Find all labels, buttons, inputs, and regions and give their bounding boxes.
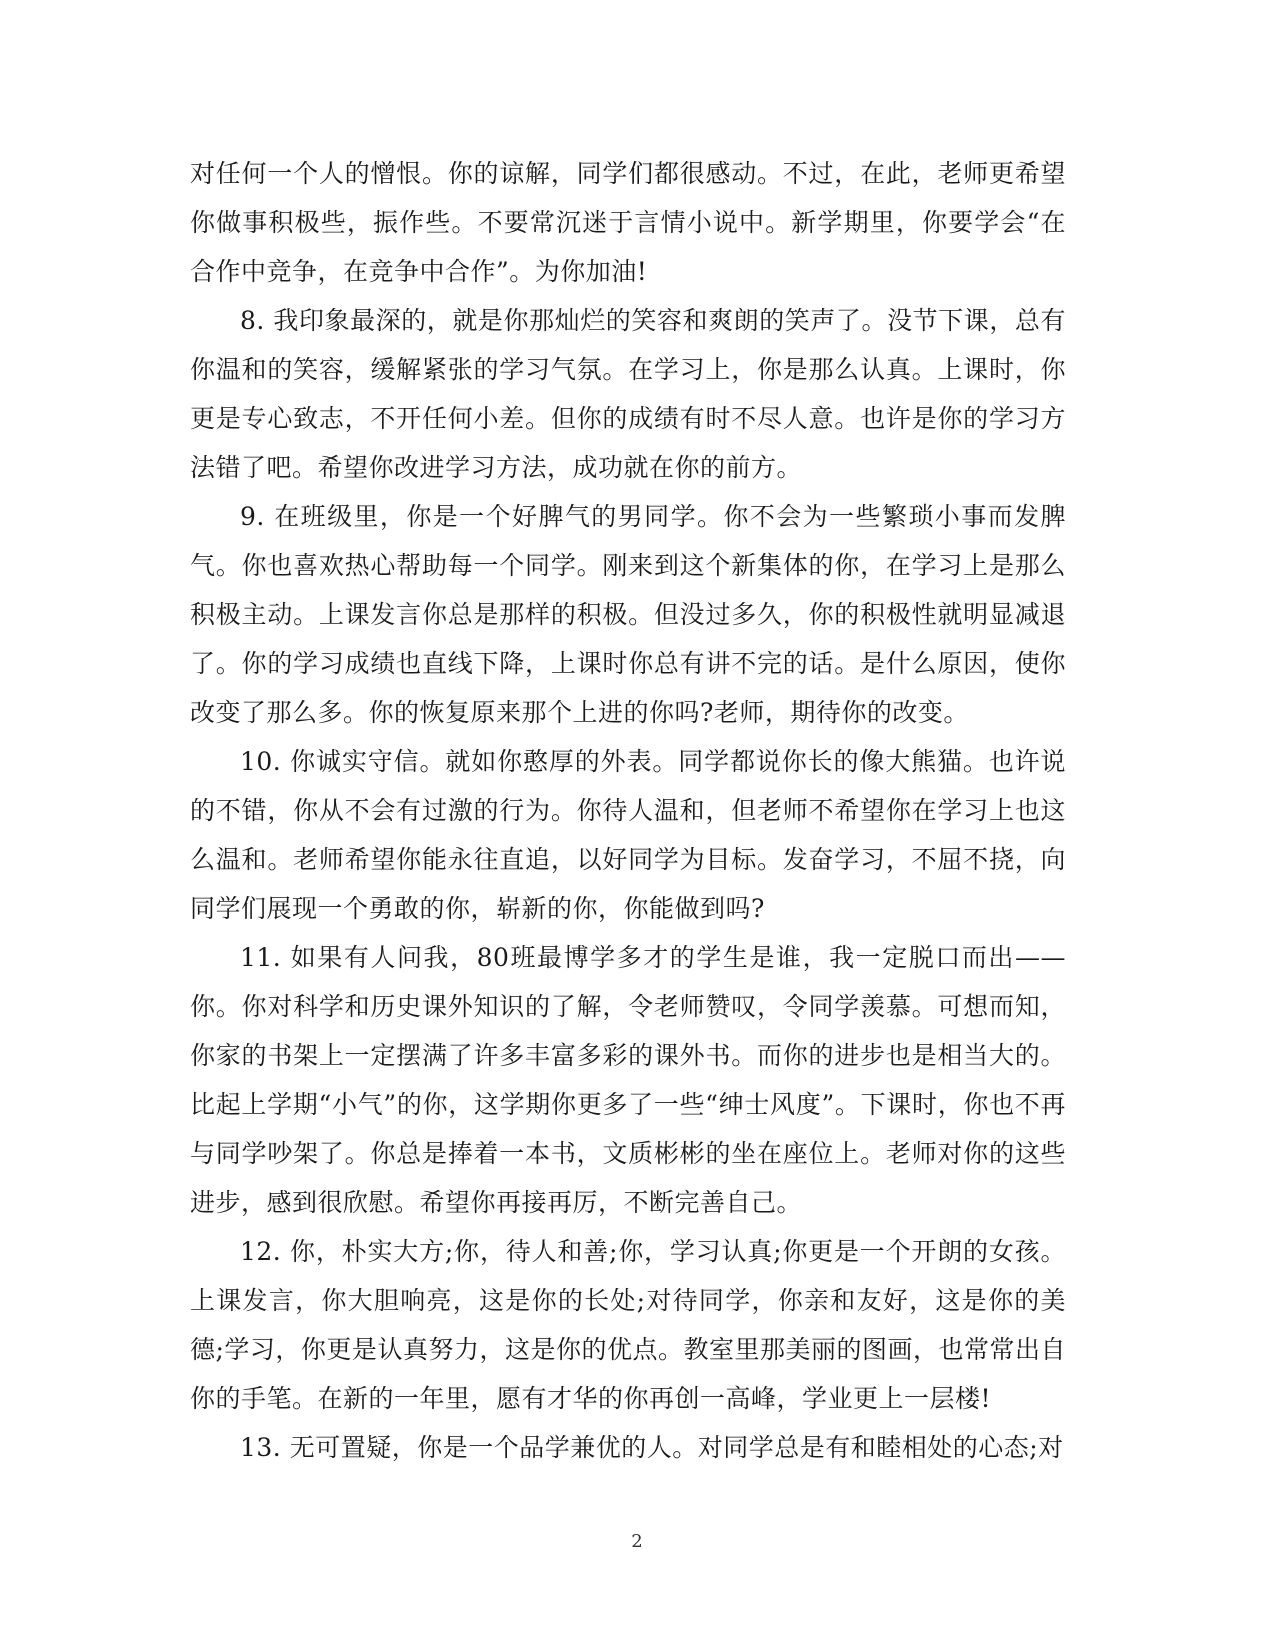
paragraph-item-10: 10. 你诚实守信。就如你憨厚的外表。同学都说你长的像大熊猫。也许说的不错，你从不会有过激的行为。你待人温和，但老师不希望你在学习上也这么温和。老师希望你能永往直追，以好同学为目标。发奋学习，不屈不挠，向同学们展现一个勇敢的你，崭新的你，你能做到吗? [190, 747, 1066, 923]
paragraph-item-12: 12. 你，朴实大方;你，待人和善;你，学习认真;你更是一个开朗的女孩。上课发言，你大胆响亮，这是你的长处;对待同学，你亲和友好，这是你的美德;学习，你更是认真努力，这是你的优点。教室里那美丽的图画，也常常出自你的手笔。在新的一年里，愿有才华的你再创一高峰，学业更上一层楼! [190, 1237, 1066, 1413]
page-number: 2 [631, 1531, 643, 1552]
paragraph-item-13: 13. 无可置疑，你是一个品学兼优的人。对同学总是有和睦相处的心态;对 [240, 1433, 1064, 1462]
paragraph-item-8: 8. 我印象最深的，就是你那灿烂的笑容和爽朗的笑声了。没节下课，总有你温和的笑容，缓解紧张的学习气氛。在学习上，你是那么认真。上课时，你更是专心致志，不开任何小差。但你的成绩有时不尽人意。也许是你的学习方法错了吧。希望你改进学习方法，成功就在你的前方。 [190, 306, 1066, 482]
paragraph-item-11: 11. 如果有人问我，80班最博学多才的学生是谁，我一定脱口而出——你。你对科学和历史课外知识的了解，令老师赞叹，令同学羡慕。可想而知，你家的书架上一定摆满了许多丰富多彩的课外书。而你的进步也是相当大的。比起上学期“小气”的你，这学期你更多了一些“绅士风度”。下课时，你也不再与同学吵架了。你总是捧着一本书，文质彬彬的坐在座位上。老师对你的这些进步，感到很欣慰。希望你再接再厉，不断完善自己。 [190, 943, 1066, 1217]
paragraph-continuation: 对任何一个人的憎恨。你的谅解，同学们都很感动。不过，在此，老师更希望你做事积极些，振作些。不要常沉迷于言情小说中。新学期里，你要学会“在合作中竞争，在竞争中合作”。为你加油! [190, 159, 1066, 286]
paragraph-item-9: 9. 在班级里，你是一个好脾气的男同学。你不会为一些繁琐小事而发脾气。你也喜欢热心帮助每一个同学。刚来到这个新集体的你，在学习上是那么积极主动。上课发言你总是那样的积极。但没过多久，你的积极性就明显减退了。你的学习成绩也直线下降，上课时你总有讲不完的话。是什么原因，使你改变了那么多。你的恢复原来那个上进的你吗?老师，期待你的改变。 [190, 502, 1066, 727]
body-text [190, 149, 1066, 1472]
